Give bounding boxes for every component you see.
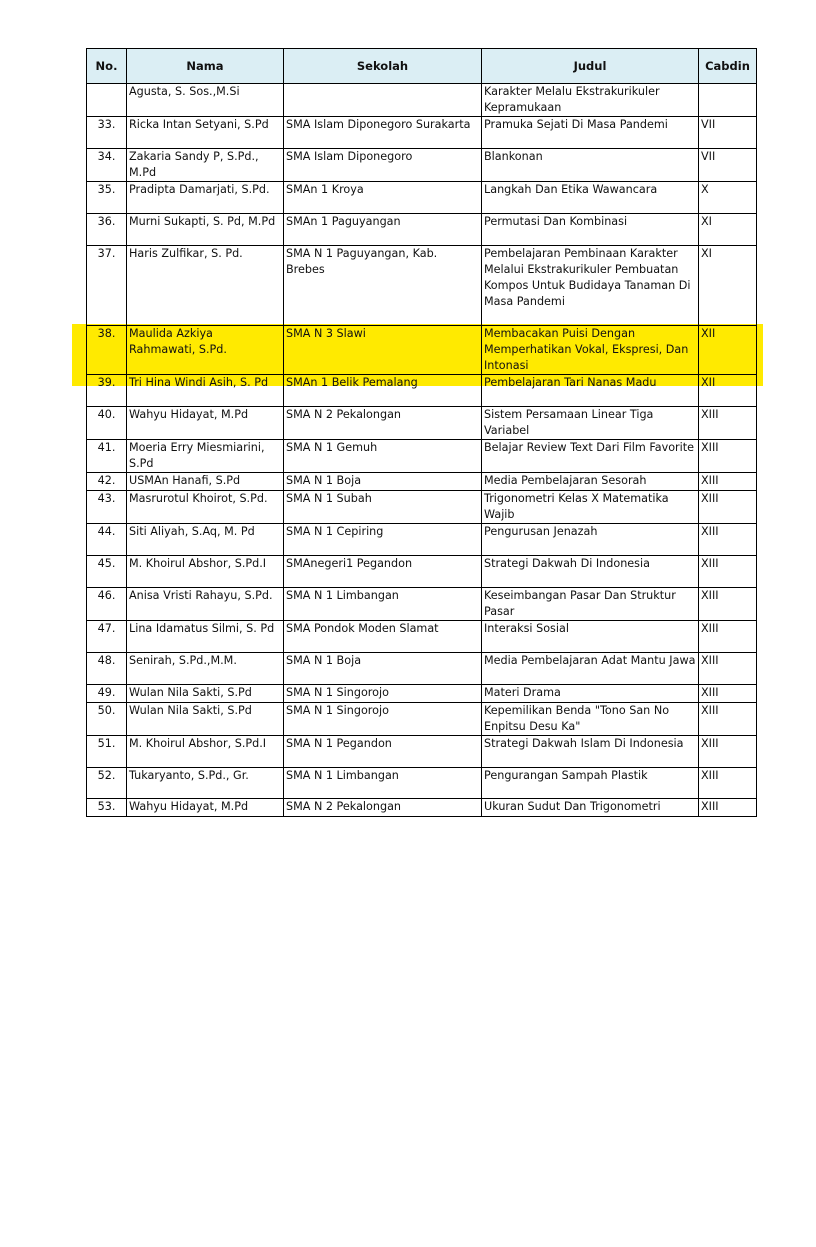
cell-no: 41. (87, 440, 127, 473)
cell-nama: M. Khoirul Abshor, S.Pd.I (127, 556, 284, 588)
table-row (87, 703, 757, 736)
cell-sekolah: SMA N 2 Pekalongan (284, 799, 482, 817)
table-row (87, 621, 757, 653)
cell-cabdin: XIII (699, 703, 757, 736)
cell-nama: M. Khoirul Abshor, S.Pd.I (127, 736, 284, 768)
cell-nama: Tukaryanto, S.Pd., Gr. (127, 768, 284, 799)
cell-cabdin: XIII (699, 524, 757, 556)
table-row (87, 407, 757, 440)
cell-nama: Senirah, S.Pd.,M.M. (127, 653, 284, 685)
cell-nama: Agusta, S. Sos.,M.Si (127, 84, 284, 117)
cell-no: 34. (87, 149, 127, 182)
cell-sekolah: SMA N 1 Singorojo (284, 685, 482, 703)
table-row (87, 214, 757, 246)
header-judul: Judul (482, 49, 699, 84)
cell-judul: Media Pembelajaran Sesorah (482, 473, 699, 491)
cell-judul: Langkah Dan Etika Wawancara (482, 182, 699, 214)
cell-no: 40. (87, 407, 127, 440)
cell-judul: Keseimbangan Pasar Dan Struktur Pasar (482, 588, 699, 621)
cell-sekolah: SMA N 1 Pegandon (284, 736, 482, 768)
cell-nama: Wahyu Hidayat, M.Pd (127, 799, 284, 817)
table-row (87, 246, 757, 326)
cell-cabdin: XIII (699, 440, 757, 473)
table-row (87, 117, 757, 149)
cell-no: 33. (87, 117, 127, 149)
table-row (87, 556, 757, 588)
cell-cabdin: XII (699, 326, 757, 375)
cell-sekolah: SMA N 2 Pekalongan (284, 407, 482, 440)
cell-judul: Pengurusan Jenazah (482, 524, 699, 556)
cell-nama: Ricka Intan Setyani, S.Pd (127, 117, 284, 149)
cell-sekolah (284, 84, 482, 117)
cell-nama: Anisa Vristi Rahayu, S.Pd. (127, 588, 284, 621)
table-row (87, 84, 757, 117)
cell-judul: Pembelajaran Pembinaan Karakter Melalui Ekstrakurikuler Pembuatan Kompos Untuk Budidaya Tanaman Di Masa Pandemi (482, 246, 699, 326)
cell-no: 43. (87, 491, 127, 524)
cell-cabdin: XI (699, 246, 757, 326)
cell-nama: Moeria Erry Miesmiarini, S.Pd (127, 440, 284, 473)
cell-cabdin: XIII (699, 588, 757, 621)
table-row (87, 491, 757, 524)
cell-no (87, 84, 127, 117)
cell-no: 42. (87, 473, 127, 491)
cell-no: 36. (87, 214, 127, 246)
cell-no: 51. (87, 736, 127, 768)
cell-sekolah: SMA N 1 Boja (284, 473, 482, 491)
cell-nama: Zakaria Sandy P, S.Pd., M.Pd (127, 149, 284, 182)
cell-nama: Lina Idamatus Silmi, S. Pd (127, 621, 284, 653)
cell-cabdin: XIII (699, 556, 757, 588)
table-row (87, 375, 757, 407)
header-cabdin: Cabdin (699, 49, 757, 84)
cell-cabdin: XIII (699, 768, 757, 799)
table-row (87, 440, 757, 473)
cell-sekolah: SMAn 1 Paguyangan (284, 214, 482, 246)
cell-judul: Karakter Melalu Ekstrakurikuler Kepramukaan (482, 84, 699, 117)
table-row (87, 799, 757, 817)
table-row (87, 473, 757, 491)
cell-no: 37. (87, 246, 127, 326)
cell-nama: USMAn Hanafi, S.Pd (127, 473, 284, 491)
header-no: No. (87, 49, 127, 84)
cell-cabdin: XIII (699, 653, 757, 685)
cell-no: 38. (87, 326, 127, 375)
cell-no: 47. (87, 621, 127, 653)
table-row (87, 182, 757, 214)
cell-no: 39. (87, 375, 127, 407)
cell-judul: Strategi Dakwah Islam Di Indonesia (482, 736, 699, 768)
cell-sekolah: SMA N 1 Subah (284, 491, 482, 524)
cell-nama: Pradipta Damarjati, S.Pd. (127, 182, 284, 214)
cell-sekolah: SMAnegeri1 Pegandon (284, 556, 482, 588)
cell-no: 52. (87, 768, 127, 799)
cell-sekolah: SMA Islam Diponegoro (284, 149, 482, 182)
cell-judul: Ukuran Sudut Dan Trigonometri (482, 799, 699, 817)
header-nama: Nama (127, 49, 284, 84)
cell-nama: Wahyu Hidayat, M.Pd (127, 407, 284, 440)
table-row (87, 653, 757, 685)
table-row (87, 524, 757, 556)
cell-sekolah: SMA N 1 Paguyangan, Kab. Brebes (284, 246, 482, 326)
header-sekolah: Sekolah (284, 49, 482, 84)
cell-nama: Tri Hina Windi Asih, S. Pd (127, 375, 284, 407)
cell-nama: Haris Zulfikar, S. Pd. (127, 246, 284, 326)
cell-cabdin: XIII (699, 407, 757, 440)
table-header-row (87, 49, 757, 84)
cell-judul: Permutasi Dan Kombinasi (482, 214, 699, 246)
cell-cabdin: X (699, 182, 757, 214)
cell-cabdin: XIII (699, 473, 757, 491)
cell-judul: Media Pembelajaran Adat Mantu Jawa (482, 653, 699, 685)
cell-judul: Membacakan Puisi Dengan Memperhatikan Vokal, Ekspresi, Dan Intonasi (482, 326, 699, 375)
cell-cabdin: XIII (699, 491, 757, 524)
cell-sekolah: SMAn 1 Belik Pemalang (284, 375, 482, 407)
cell-cabdin: XII (699, 375, 757, 407)
cell-nama: Wulan Nila Sakti, S.Pd (127, 685, 284, 703)
cell-cabdin: XIII (699, 621, 757, 653)
cell-sekolah: SMA Islam Diponegoro Surakarta (284, 117, 482, 149)
cell-sekolah: SMA N 1 Cepiring (284, 524, 482, 556)
participants-table (86, 48, 757, 817)
cell-sekolah: SMA N 1 Limbangan (284, 588, 482, 621)
cell-nama: Wulan Nila Sakti, S.Pd (127, 703, 284, 736)
cell-judul: Belajar Review Text Dari Film Favorite (482, 440, 699, 473)
cell-no: 48. (87, 653, 127, 685)
cell-sekolah: SMA N 1 Boja (284, 653, 482, 685)
cell-sekolah: SMA N 1 Gemuh (284, 440, 482, 473)
cell-cabdin (699, 84, 757, 117)
table-row (87, 685, 757, 703)
table-body (87, 84, 757, 817)
table-row (87, 588, 757, 621)
cell-judul: Trigonometri Kelas X Matematika Wajib (482, 491, 699, 524)
cell-sekolah: SMA N 1 Limbangan (284, 768, 482, 799)
cell-sekolah: SMA N 1 Singorojo (284, 703, 482, 736)
cell-no: 49. (87, 685, 127, 703)
cell-judul: Pembelajaran Tari Nanas Madu (482, 375, 699, 407)
table-row (87, 768, 757, 799)
cell-judul: Pengurangan Sampah Plastik (482, 768, 699, 799)
cell-nama: Siti Aliyah, S.Aq, M. Pd (127, 524, 284, 556)
cell-nama: Murni Sukapti, S. Pd, M.Pd (127, 214, 284, 246)
cell-cabdin: XIII (699, 799, 757, 817)
cell-sekolah: SMAn 1 Kroya (284, 182, 482, 214)
table-row-highlighted (87, 326, 757, 375)
cell-judul: Blankonan (482, 149, 699, 182)
cell-judul: Strategi Dakwah Di Indonesia (482, 556, 699, 588)
cell-judul: Pramuka Sejati Di Masa Pandemi (482, 117, 699, 149)
cell-cabdin: XIII (699, 736, 757, 768)
cell-no: 45. (87, 556, 127, 588)
cell-no: 46. (87, 588, 127, 621)
cell-cabdin: XIII (699, 685, 757, 703)
table-row (87, 736, 757, 768)
cell-nama: Masrurotul Khoirot, S.Pd. (127, 491, 284, 524)
cell-cabdin: VII (699, 149, 757, 182)
cell-no: 50. (87, 703, 127, 736)
table-row (87, 149, 757, 182)
cell-sekolah: SMA Pondok Moden Slamat (284, 621, 482, 653)
cell-no: 35. (87, 182, 127, 214)
cell-no: 44. (87, 524, 127, 556)
cell-judul: Materi Drama (482, 685, 699, 703)
cell-judul: Interaksi Sosial (482, 621, 699, 653)
cell-cabdin: VII (699, 117, 757, 149)
cell-no: 53. (87, 799, 127, 817)
cell-judul: Sistem Persamaan Linear Tiga Variabel (482, 407, 699, 440)
cell-judul: Kepemilikan Benda "Tono San No Enpitsu Desu Ka" (482, 703, 699, 736)
cell-nama: Maulida Azkiya Rahmawati, S.Pd. (127, 326, 284, 375)
cell-sekolah: SMA N 3 Slawi (284, 326, 482, 375)
cell-cabdin: XI (699, 214, 757, 246)
